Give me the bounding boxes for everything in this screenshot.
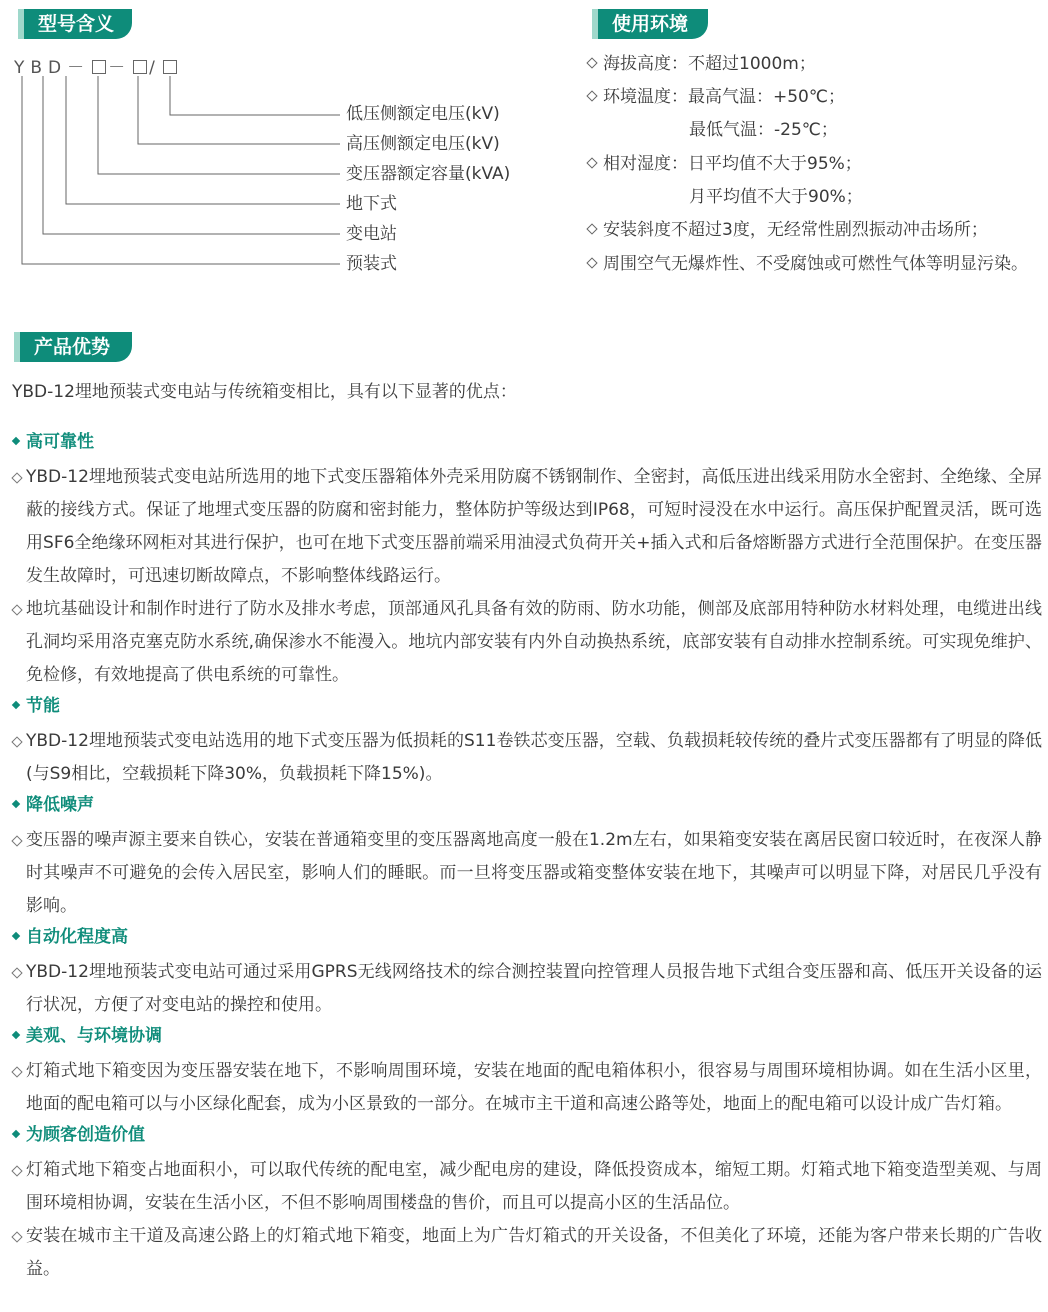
advantage-paragraph: 灯箱式地下箱变因为变压器安装在地下，不影响周围环境，安装在地面的配电箱体积小，很容易与周围环境相协调。如在生活小区里，地面的配电箱可以与小区绿化配套，成为小区景致的一部分。在城市主干道和高速公路等处，地面上的配电箱可以设计成广告灯箱。 [12,1055,1042,1121]
advantage-heading: 美观、与环境协调 [12,1022,1042,1055]
model-code-sep-2: / [149,58,161,78]
env-line-text: 最低气温：-25℃； [689,120,838,140]
env-altitude [588,52,816,76]
env-humidity-month [689,185,863,209]
advantage-heading: 降低噪声 [12,791,1042,824]
diamond-bullet-icon [586,257,597,268]
model-label-underground: 地下式 [346,194,397,214]
advantage-paragraph: YBD-12埋地预装式变电站所选用的地下式变压器箱体外壳采用防腐不锈钢制作、全密封，高低压进出线采用防水全密封、全绝缘、全屏蔽的接线方式。保证了地埋式变压器的防腐和密封能力，整体防护等级达到IP68，可短时浸没在水中运行。高压保护配置灵活，既可选用SF6全绝缘环网柜对其进行保护，也可在地下式变压器前端采用油浸式负荷开关+插入式和后备熔断器方式进行全范围保护。在变压器发生故障时，可迅速切断故障点，不影响整体线路运行。 [12,461,1042,593]
diamond-bullet-icon [586,157,597,168]
env-line-text: 环境温度：最高气温：+50℃； [603,87,845,107]
env-humidity-day [588,152,862,176]
model-code-sep-1: － [108,58,132,78]
env-line-text: 海拔高度：不超过1000m； [603,54,816,74]
advantage-paragraph: 安装在城市主干道及高速公路上的灯箱式地下箱变，地面上为广告灯箱式的开关设备，不但美化了环境，还能为客户带来长期的广告收益。 [12,1220,1042,1286]
advantage-paragraph: YBD-12埋地预装式变电站可通过采用GPRS无线网络技术的综合测控装置向控管理人员报告地下式组合变压器和高、低压开关设备的运行状况，方便了对变电站的操控和使用。 [12,956,1042,1022]
env-temp-min [689,118,838,142]
model-label-high-voltage: 高压侧额定电压(kV) [346,134,500,154]
advantage-heading: 自动化程度高 [12,923,1042,956]
advantages-intro: YBD-12埋地预装式变电站与传统箱变相比，具有以下显著的优点： [12,382,517,402]
model-meaning-heading: 型号含义 [18,9,132,39]
env-line-text: 安装斜度不超过3度，无经常性剧烈振动冲击场所； [603,220,988,240]
environment-heading: 使用环境 [592,9,708,39]
model-connector-lines [0,0,360,280]
diamond-bullet-icon [586,90,597,101]
env-air [588,252,1028,276]
env-slope [588,218,988,242]
model-label-prefabricated: 预装式 [346,254,397,274]
model-label-substation: 变电站 [346,224,397,244]
model-label-capacity: 变压器额定容量(kVA) [346,164,511,184]
advantage-heading: 高可靠性 [12,428,1042,461]
advantage-heading: 节能 [12,692,1042,725]
advantage-paragraph: 变压器的噪声源主要来自铁心，安装在普通箱变里的变压器离地高度一般在1.2m左右，如果箱变安装在离居民窗口较近时，在夜深人静时其噪声不可避免的会传入居民室，影响人们的睡眠。而一旦将变压器或箱变整体安装在地下，其噪声可以明显下降，对居民几乎没有影响。 [12,824,1042,923]
advantage-heading: 为顾客创造价值 [12,1121,1042,1154]
advantages-heading: 产品优势 [14,332,132,362]
model-label-low-voltage: 低压侧额定电压(kV) [346,104,500,124]
diamond-bullet-icon [586,223,597,234]
env-line-text: 相对湿度：日平均值不大于95%； [603,154,862,174]
diamond-bullet-icon [586,57,597,68]
advantage-paragraph: YBD-12埋地预装式变电站选用的地下式变压器为低损耗的S11卷铁芯变压器，空载、负载损耗较传统的叠片式变压器都有了明显的降低(与S9相比，空载损耗下降30%，负载损耗下降15%)。 [12,725,1042,791]
advantage-paragraph: 地坑基础设计和制作时进行了防水及排水考虑，顶部通风孔具备有效的防雨、防水功能，侧部及底部用特种防水材料处理，电缆进出线孔洞均采用洛克塞克防水系统,确保渗水不能漫入。地坑内部安装有内外自动换热系统，底部安装有自动排水控制系统。可实现免维护、免检修，有效地提高了供电系统的可靠性。 [12,593,1042,692]
advantage-paragraph: 灯箱式地下箱变占地面积小，可以取代传统的配电室，减少配电房的建设，降低投资成本，缩短工期。灯箱式地下箱变造型美观、与周围环境相协调，安装在生活小区，不但不影响周围楼盘的售价，而且可以提高小区的生活品位。 [12,1154,1042,1220]
advantages-list [12,428,1042,1286]
env-line-text: 周围空气无爆炸性、不受腐蚀或可燃性气体等明显污染。 [603,254,1028,274]
env-temp-max [588,85,845,109]
env-line-text: 月平均值不大于90%； [689,187,863,207]
model-code-prefix: YBD－ [14,58,91,78]
